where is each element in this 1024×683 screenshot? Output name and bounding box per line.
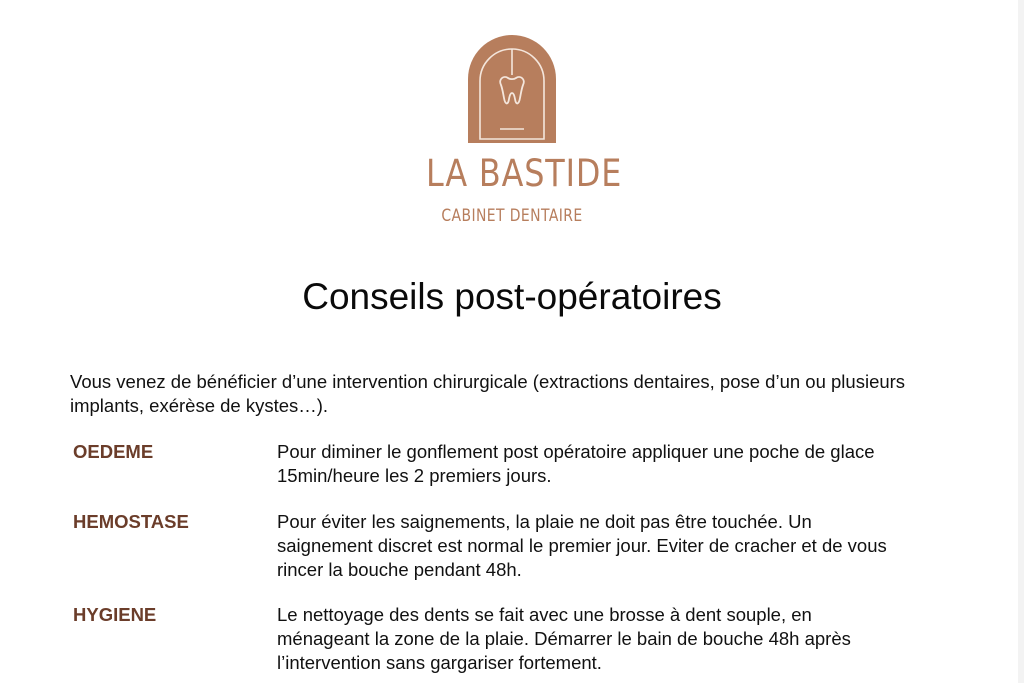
brand-name: LA BASTIDE [426,152,623,195]
section-text: Pour éviter les saignements, la plaie ne doit pas être touchée. Un saignement discret est normal le premier jour. Eviter de cracher et de vous rincer la bouche pendant 48h. [277,511,887,580]
tooth-arch-icon [468,35,556,143]
section-label: OEDEME [73,441,154,462]
section-text: Pour diminer le gonflement post opératoire appliquer une poche de glace 15min/heure les 2 premiers jours. [277,441,875,486]
brand-subtitle: CABINET DENTAIRE [441,206,583,226]
section-text: Le nettoyage des dents se fait avec une brosse à dent souple, en ménageant la zone de la plaie. Démarrer le bain de bouche 48h après l’intervention sans gargariser fortement. [277,604,851,673]
intro-paragraph: Vous venez de bénéficier d’une intervention chirurgicale (extractions dentaires, pose d’un ou plusieurs implants, exérèse de kystes…). [70,371,906,416]
section-label: HYGIENE [73,604,157,625]
page-edge [1018,0,1024,683]
page-title: Conseils post-opératoires [302,276,722,317]
section-label: HEMOSTASE [73,511,189,532]
